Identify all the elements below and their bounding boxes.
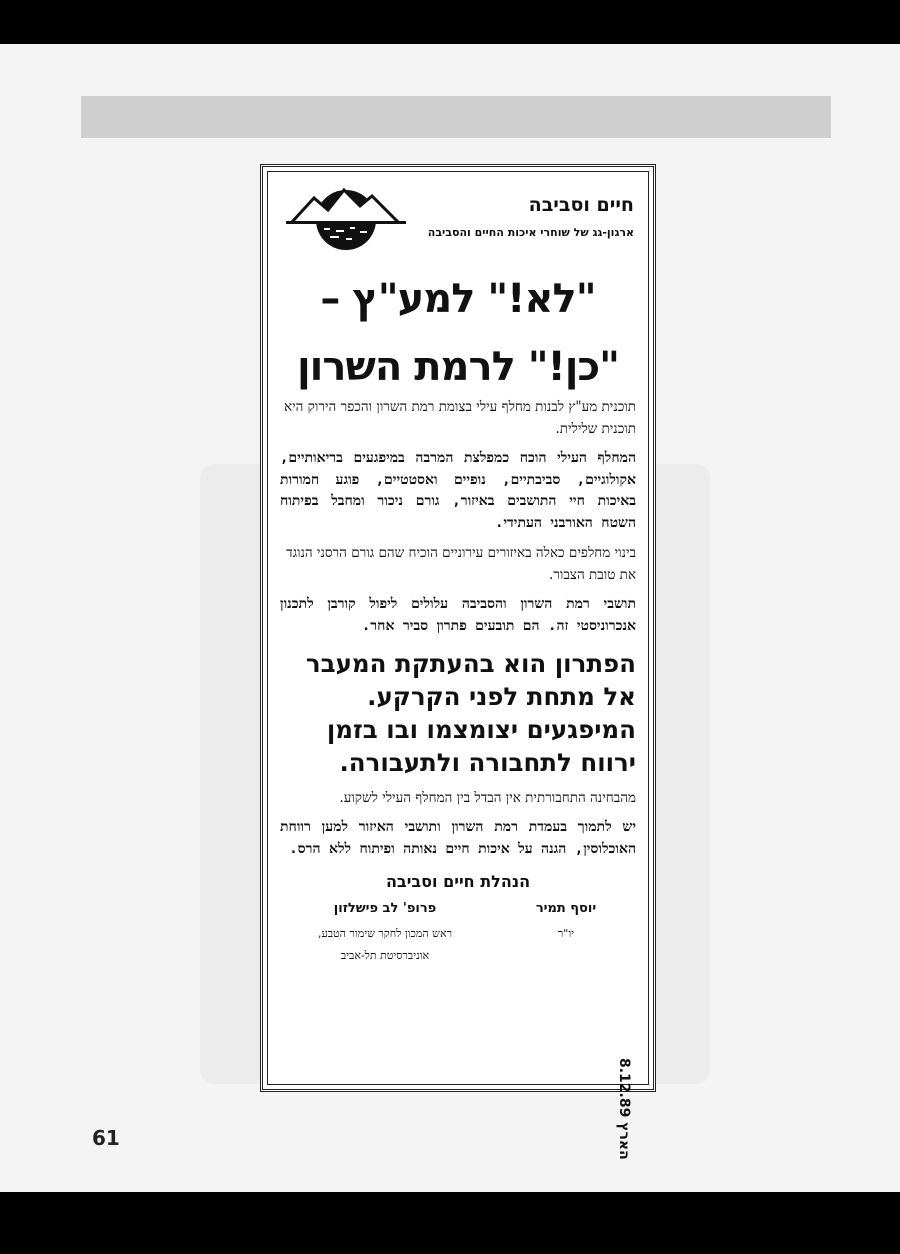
paragraph-call-to-action: יש לתמוך בעמדת רמת השרון ותושבי האיזור למען רווחת האוכלוסין, הגנה על איכות חיים נאותה ופיתוח ללא הרס. <box>280 819 636 857</box>
paragraph-intro: תוכנית מע"ץ לבנות מחלף עילי בצומת רמת השרון והכפר הירוק היא תוכנית שלילית. <box>283 399 636 437</box>
headline-no: "לא!" למע"ץ – <box>320 276 596 322</box>
header-band <box>81 96 831 138</box>
page-number: 61 <box>92 1126 120 1150</box>
paragraph-urban: בינוי מחלפים כאלה באיזורים עירוניים הוכיח שהם גורם הרסני הנוגד את טובת הצבור. <box>286 545 636 583</box>
ad-header <box>280 180 636 256</box>
org-name: חיים וסביבה <box>528 194 634 216</box>
ad-frame <box>267 171 649 1085</box>
paragraph-residents: תושבי רמת השרון והסביבה עלולים ליפול קורבן לתכנון אנכרוניסטי זה. הם תובעים פתרון סביר אחר. <box>280 596 636 634</box>
signer-affiliation: אוניברסיטת תל-אביב <box>340 949 430 962</box>
management-signature: הנהלת חיים וסביבה <box>385 872 531 891</box>
org-subtitle: ארגון-גג של שוחרי איכות החיים והסביבה <box>427 226 634 239</box>
paragraph-solution: הפתרון הוא בהעתקת המעבר אל מתחת לפני הקרקע. המיפגעים יצומצמו ובו בזמן ירווח לתחבורה ולתעבורה. <box>305 649 636 777</box>
mountain-logo-icon <box>286 180 406 252</box>
signer-chairman <box>496 901 636 944</box>
signer-name: יוסף תמיר <box>535 901 597 916</box>
paragraph-harms: המחלף העילי הוכח כמפלצת המרבה במיפגעים בריאותיים, אקולוגיים, סביבתיים, נופיים ואסטטיים, פוגע חמורות באיכות חיי התושבים באיזור, גורם ניכור ומחבל בפיתוח השטח האורבני העתידי. <box>280 450 636 531</box>
signer-title: ראש המכון לחקר שימור הטבע, <box>318 927 452 940</box>
signer-name: פרופ' לב פישלזון <box>333 901 437 916</box>
headline-yes: "כן!" לרמת השרון <box>296 344 620 390</box>
newspaper-ad <box>260 164 656 1092</box>
signer-professor <box>280 901 490 966</box>
scanned-page <box>0 44 900 1192</box>
paragraph-transport: מהבחינה התחבורתית אין הבדל בין המחלף העילי לשקוע. <box>339 790 636 806</box>
signer-title: יו"ר <box>557 927 575 940</box>
signers <box>280 901 636 991</box>
newspaper-date-note: הארץ 8.12.89 <box>616 1058 632 1160</box>
